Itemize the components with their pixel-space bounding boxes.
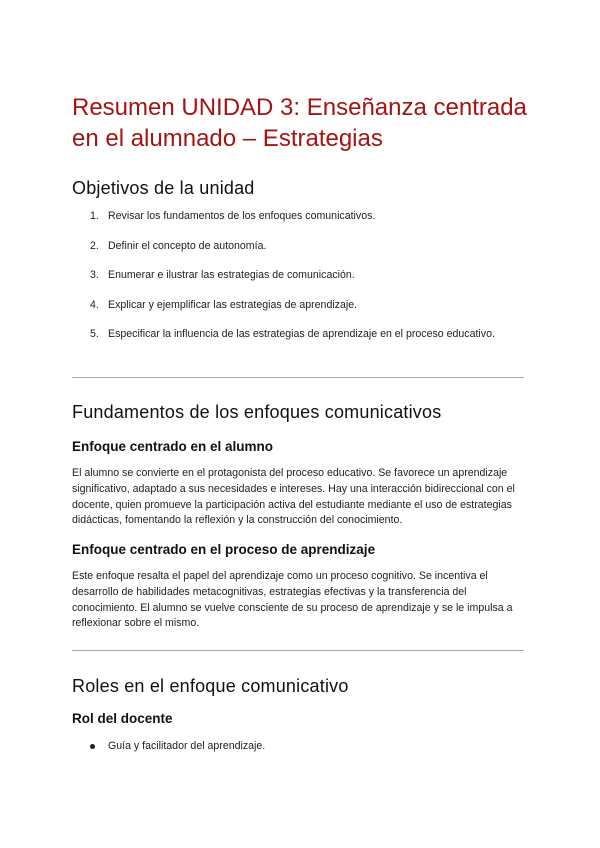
list-item-number: 2. [90,239,99,252]
paragraph-proceso: Este enfoque resalta el papel del aprendizaje como un proceso cognitivo. Se incentiva el desarrollo de habilidades metacognitivas, estrategias efectivas y la transferencia del conocimiento. El alumno se vuelve consciente de su proceso de aprendizaje y se le impulsa a reflexionar sobre el mismo. [72,570,513,630]
list-item-text: Guía y facilitador del aprendizaje. [108,740,266,752]
list-item-text: Especificar la influencia de las estrategias de aprendizaje en el proceso educativo. [108,328,495,340]
list-item-text: Revisar los fundamentos de los enfoques comunicativos. [108,210,376,222]
list-item [72,327,532,357]
list-item-text: Explicar y ejemplificar las estrategias de aprendizaje. [108,298,358,311]
list-item [72,209,532,239]
list-item-number: 5. [90,328,99,340]
section-heading-objetivos: Objetivos de la unidad [72,178,255,198]
list-item [72,298,532,328]
section-heading-roles: Roles en el enfoque comunicativo [72,676,349,696]
docente-bullet-list [72,739,532,754]
list-item [72,239,532,269]
section-divider [72,377,524,378]
section-heading-fundamentos: Fundamentos de los enfoques comunicativos [72,402,442,422]
list-item [72,739,532,754]
objectives-list [72,209,532,357]
subsection-heading-alumno: Enfoque centrado en el alumno [72,439,274,454]
list-item-text: Definir el concepto de autonomía. [108,239,267,252]
subsection-heading-proceso: Enfoque centrado en el proceso de aprendizaje [72,542,376,557]
list-item-number: 4. [90,298,99,311]
section-divider [72,650,524,651]
document-title: Resumen UNIDAD 3: Enseñanza centrada en el alumnado – Estrategias [72,94,527,152]
list-item [72,268,532,298]
bullet-icon [90,744,95,749]
paragraph-alumno: El alumno se convierte en el protagonista del proceso educativo. Se favorece un aprendizaje significativo, adaptado a sus necesidades e intereses. Hay una interacción bidireccional con el docente, quien promueve la participación activa del estudiante mediante el uso de estrategias didácticas, fomentando la reflexión y la construcción del conocimiento. [72,467,515,527]
list-item-number: 1. [90,210,99,222]
subsection-heading-docente: Rol del docente [72,711,173,726]
list-item-number: 3. [90,269,99,281]
list-item-text: Enumerar e ilustrar las estrategias de comunicación. [108,269,355,281]
